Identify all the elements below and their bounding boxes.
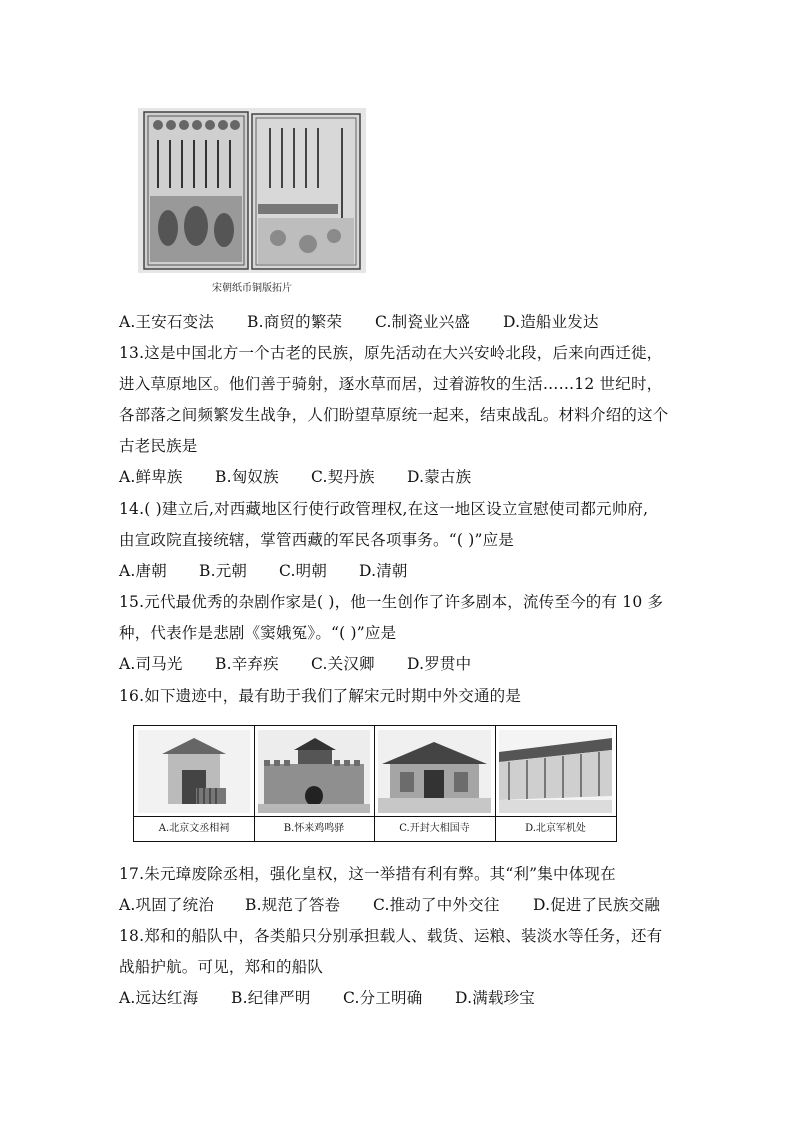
q17-option-a[interactable]: A.巩固了统治 (119, 896, 215, 914)
q14-stem-line-1: 14.( )建立后,对西藏地区行使行政管理权,在这一地区设立宣慰使司都元帅府, (119, 500, 649, 518)
q18-options (119, 986, 535, 1008)
q15-option-a[interactable]: A.司马光 (119, 655, 183, 673)
song-banknote-rubbing-image (138, 108, 366, 273)
q16-stem-line-1: 16.如下遗迹中，最有助于我们了解宋元时期中外交通的是 (119, 687, 522, 705)
memorial-hall-photo (138, 730, 250, 813)
q14-options (119, 559, 408, 581)
q12-option-b[interactable]: B.商贸的繁荣 (247, 313, 343, 331)
q15-option-c[interactable]: C.关汉卿 (311, 655, 375, 673)
q12-option-c[interactable]: C.制瓷业兴盛 (375, 313, 471, 331)
q12-option-d[interactable]: D.造船业发达 (503, 313, 599, 331)
q13-stem-line-4: 古老民族是 (119, 437, 198, 455)
q15-option-d[interactable]: D.罗贯中 (407, 655, 472, 673)
q15-stem-line-1: 15.元代最优秀的杂剧作家是( )，他一生创作了许多剧本，流传至今的有 10 多 (119, 593, 664, 611)
q16-option-b-cell[interactable] (254, 726, 375, 841)
q14-option-b[interactable]: B.元朝 (199, 562, 248, 580)
q18-option-a[interactable]: A.远达红海 (119, 989, 199, 1007)
q16-option-a-cell[interactable] (134, 726, 255, 841)
q13-options (119, 465, 471, 487)
q14-option-a[interactable]: A.唐朝 (119, 562, 167, 580)
q13-option-c[interactable]: C.契丹族 (311, 468, 375, 486)
q18-stem-line-1: 18.郑和的船队中，各类船只分别承担载人、载货、运粮、装淡水等任务，还有 (119, 927, 663, 945)
q13-stem-line-2: 进入草原地区。他们善于骑射，逐水草而居，过着游牧的生活……12 世纪时， (119, 375, 663, 393)
q15-options (119, 652, 471, 674)
q16-caption-a: A.北京文丞相祠 (134, 816, 254, 841)
q14-option-c[interactable]: C.明朝 (279, 562, 328, 580)
banknote-illustration (138, 108, 366, 273)
q15-stem-line-2: 种，代表作是悲剧《窦娥冤》。“( )”应是 (119, 624, 397, 642)
q13-option-b[interactable]: B.匈奴族 (215, 468, 279, 486)
q13-option-d[interactable]: D.蒙古族 (407, 468, 472, 486)
q16-option-d-cell[interactable] (495, 726, 616, 841)
q16-caption-b: B.怀来鸡鸣驿 (254, 816, 374, 841)
temple-gate-photo (378, 730, 491, 813)
q15-option-b[interactable]: B.辛弃疾 (215, 655, 279, 673)
q17-option-c[interactable]: C.推动了中外交往 (373, 896, 500, 914)
q13-stem-line-1: 13.这是中国北方一个古老的民族，原先活动在大兴安岭北段，后来向西迁徙， (119, 344, 663, 362)
q17-option-b[interactable]: B.规范了答卷 (245, 896, 341, 914)
grand-council-photo (499, 730, 612, 813)
q16-figure-table (133, 725, 617, 842)
q18-option-c[interactable]: C.分工明确 (343, 989, 423, 1007)
q14-stem-line-2: 由宣政院直接统辖，掌管西藏的军民各项事务。“( )”应是 (119, 531, 514, 549)
q16-option-c-cell[interactable] (374, 726, 496, 841)
post-station-photo (258, 730, 370, 813)
q17-options (119, 893, 660, 915)
q17-option-d[interactable]: D.促进了民族交融 (533, 896, 661, 914)
q16-caption-c: C.开封大相国寺 (374, 816, 495, 841)
q12-options (119, 310, 599, 332)
q14-option-d[interactable]: D.清朝 (359, 562, 408, 580)
q13-stem-line-3: 各部落之间频繁发生战争，人们盼望草原统一起来，结束战乱。材料介绍的这个 (119, 406, 669, 424)
q13-option-a[interactable]: A.鲜卑族 (119, 468, 183, 486)
q17-stem-line-1: 17.朱元璋废除丞相，强化皇权，这一举措有利有弊。其“利”集中体现在 (119, 865, 616, 883)
figure1-caption: 宋朝纸币铜版拓片 (212, 283, 292, 294)
q18-stem-line-2: 战船护航。可见，郑和的船队 (119, 958, 324, 976)
q12-option-a[interactable]: A.王安石变法 (119, 313, 215, 331)
q16-caption-d: D.北京军机处 (495, 816, 616, 841)
q18-option-b[interactable]: B.纪律严明 (231, 989, 311, 1007)
q18-option-d[interactable]: D.满载珍宝 (455, 989, 536, 1007)
